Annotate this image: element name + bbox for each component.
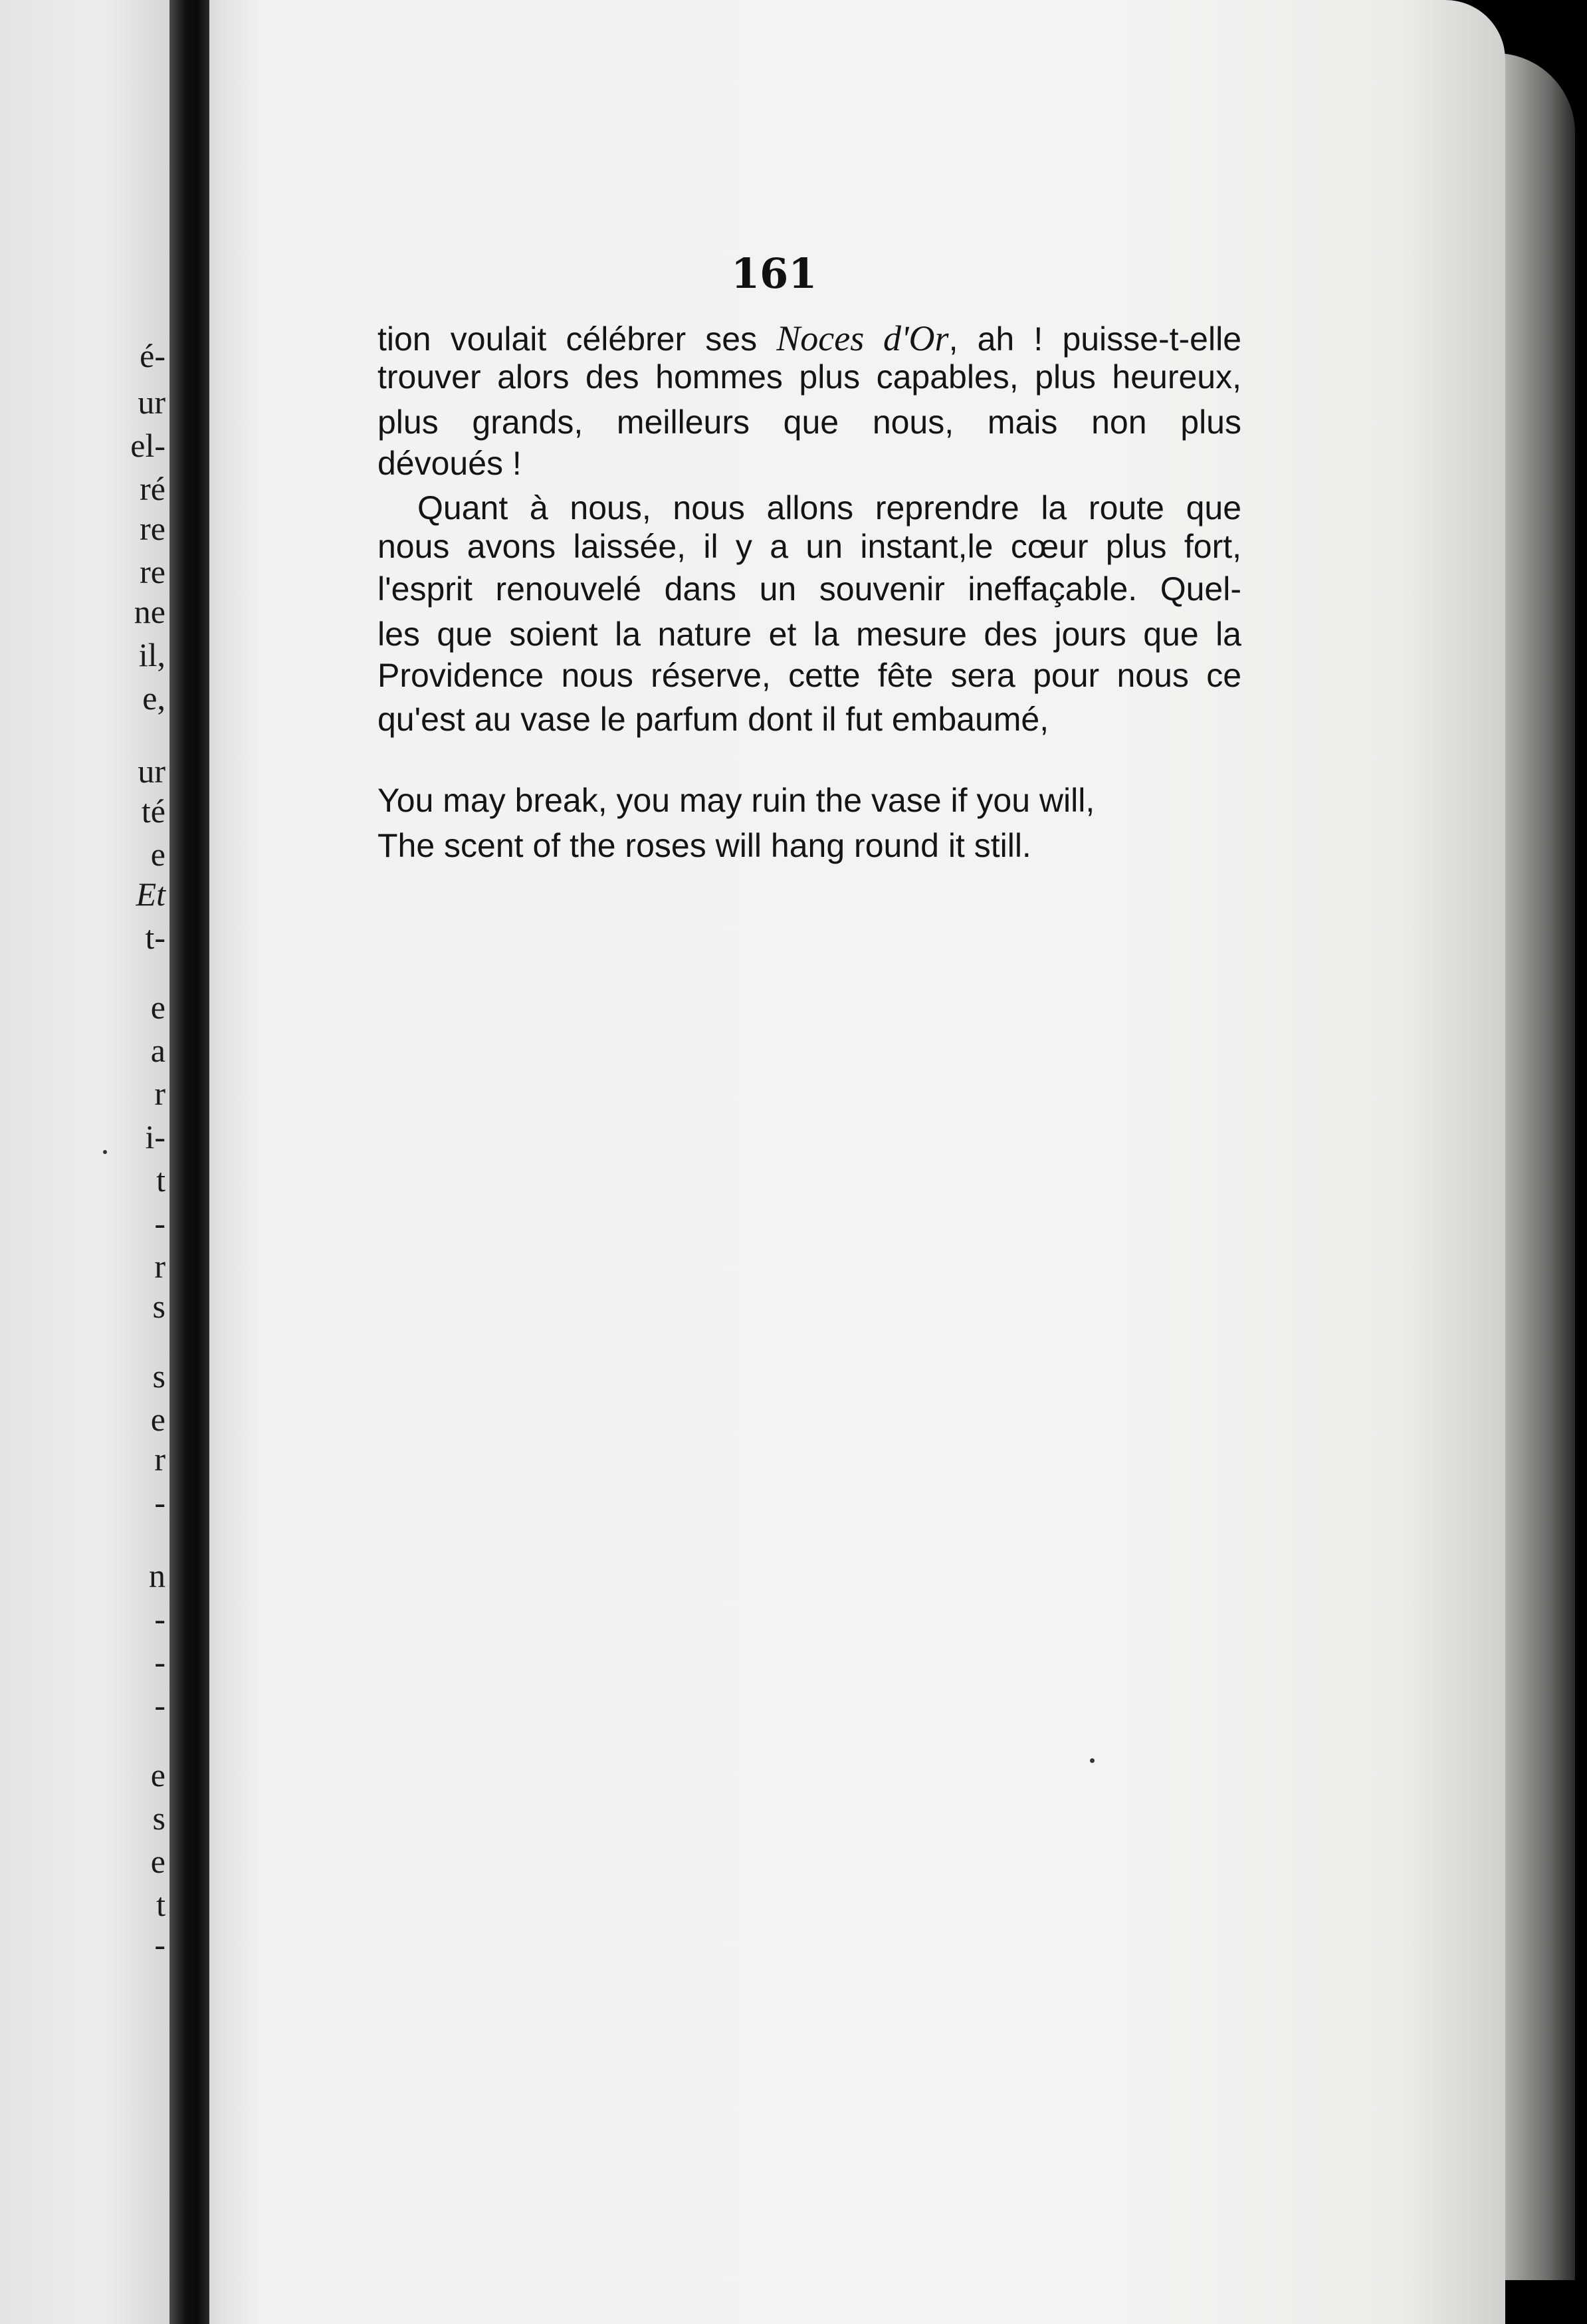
previous-page-fragment: il,	[138, 636, 165, 673]
page-number: 161	[731, 249, 817, 298]
previous-page-fragment: s	[152, 1800, 165, 1837]
previous-page-sliver	[0, 0, 169, 2324]
previous-page-fragment: re	[140, 510, 165, 547]
ink-speck	[103, 1150, 107, 1154]
previous-page-fragment: ur	[138, 753, 165, 790]
text-line: nous avons laissée, il y a un instant,le cœur plus fort,	[377, 528, 1241, 565]
previous-page-fragment: s	[152, 1357, 165, 1395]
previous-page-fragment: t	[156, 1161, 165, 1199]
previous-page-fragment: r	[154, 1248, 165, 1285]
previous-page-fragment: té	[141, 792, 165, 830]
previous-page-fragment: e	[150, 836, 165, 873]
previous-page-fragment: Et	[136, 875, 165, 913]
ink-speck	[1090, 1758, 1095, 1763]
text-line: les que soient la nature et la mesure des jours que la	[377, 616, 1241, 653]
previous-page-fragment: -	[154, 1205, 165, 1242]
previous-page-fragment: e	[150, 1756, 165, 1794]
text-line: Quant à nous, nous allons reprendre la route que	[417, 489, 1241, 526]
verse-line: You may break, you may ruin the vase if you will,	[377, 782, 1095, 819]
previous-page-fragment: r	[154, 1075, 165, 1112]
previous-page-fragment: t	[156, 1886, 165, 1923]
text-line: trouver alors des hommes plus capables, plus heureux,	[377, 358, 1241, 396]
previous-page-fragment: e,	[142, 679, 165, 717]
previous-page-fragment: -	[154, 1600, 165, 1637]
previous-page-fragment: -	[154, 1643, 165, 1681]
previous-page-fragment: ré	[140, 470, 165, 507]
text-line: l'esprit renouvelé dans un souvenir ineffaçable. Quel-	[377, 570, 1241, 608]
previous-page-fragment: s	[152, 1288, 165, 1325]
text-line: plus grands, meilleurs que nous, mais non plus	[377, 404, 1241, 441]
italic-title: Noces d'Or	[776, 318, 949, 358]
previous-page-fragment: t-	[145, 919, 165, 956]
text-line: Providence nous réserve, cette fête sera pour nous ce	[377, 657, 1241, 694]
previous-page-fragment: é-	[140, 337, 165, 374]
previous-page-fragment: i-	[145, 1118, 165, 1155]
text-line: dévoués !	[377, 445, 522, 482]
text-line: qu'est au vase le parfum dont il fut embaumé,	[377, 701, 1049, 738]
previous-page-fragment: re	[140, 553, 165, 590]
verse-line: The scent of the roses will hang round it still.	[377, 827, 1031, 864]
previous-page-fragment: n	[149, 1557, 165, 1594]
previous-page-fragment: r	[154, 1441, 165, 1478]
text-line: tion voulait célébrer ses Noces d'Or, ah ! puisse-t-elle	[377, 318, 1241, 358]
previous-page-fragment: ne	[134, 593, 165, 630]
previous-page-fragment: -	[154, 1686, 165, 1724]
previous-page-fragment: ur	[138, 384, 165, 421]
previous-page-fragment: -	[154, 1484, 165, 1521]
previous-page-fragment: -	[154, 1926, 165, 1963]
previous-page-fragment: e	[150, 1843, 165, 1880]
previous-page-fragment: el-	[130, 427, 165, 464]
previous-page-fragment: e	[150, 1401, 165, 1438]
previous-page-fragment: e	[150, 988, 165, 1026]
previous-page-fragment: a	[150, 1032, 165, 1069]
book-gutter	[169, 0, 209, 2324]
